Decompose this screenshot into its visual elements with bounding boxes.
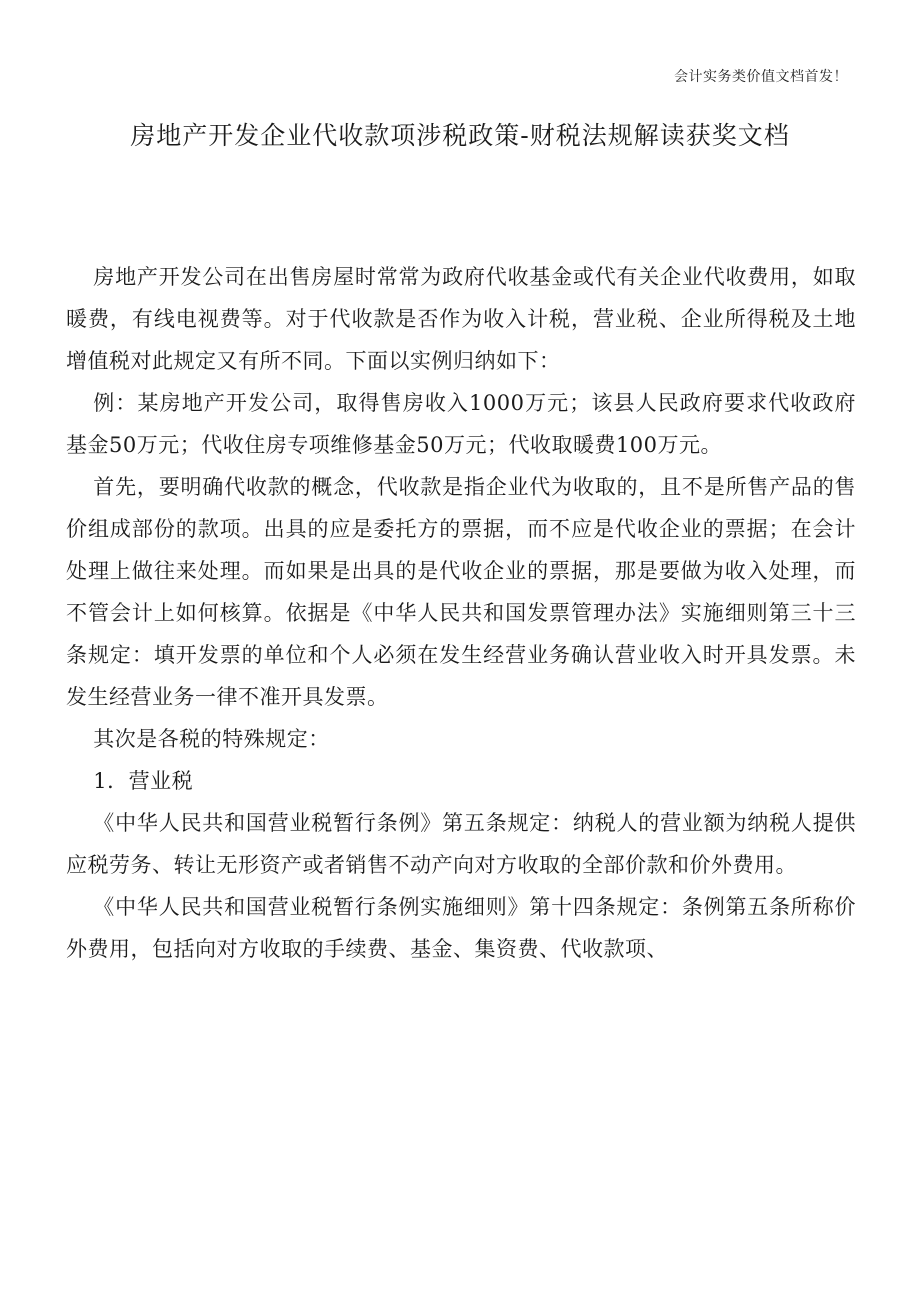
header-note: 会计实务类价值文档首发！	[674, 69, 848, 85]
paragraph-regulation-article-14: 《中华人民共和国营业税暂行条例实施细则》第十四条规定：条例第五条所称价外费用，包括向对方收取的手续费、基金、集资费、代收款项、	[66, 895, 856, 961]
document-title: 房地产开发企业代收款项涉税政策-财税法规解读获奖文档	[130, 121, 790, 150]
document-body	[66, 256, 856, 970]
section-heading-business-tax: 1．营业税	[93, 769, 194, 793]
paragraph-regulation-article-5: 《中华人民共和国营业税暂行条例》第五条规定：纳税人的营业额为纳税人提供应税劳务、转让无形资产或者销售不动产向对方收取的全部价款和价外费用。	[66, 811, 856, 877]
paragraph-special-rules: 其次是各税的特殊规定：	[93, 727, 330, 751]
paragraph-example: 例：某房地产开发公司，取得售房收入1000万元；该县人民政府要求代收政府基金50万元；代收住房专项维修基金50万元；代收取暖费100万元。	[66, 391, 856, 457]
paragraph-concept: 首先，要明确代收款的概念，代收款是指企业代为收取的，且不是所售产品的售价组成部份的款项。出具的应是委托方的票据，而不应是代收企业的票据；在会计处理上做往来处理。而如果是出具的是代收企业的票据，那是要做为收入处理，而不管会计上如何核算。依据是《中华人民共和国发票管理办法》实施细则第三十三条规定：填开发票的单位和个人必须在发生经营业务确认营业收入时开具发票。未发生经营业务一律不准开具发票。	[66, 475, 856, 709]
paragraph-intro: 房地产开发公司在出售房屋时常常为政府代收基金或代有关企业代收费用，如取暖费，有线电视费等。对于代收款是否作为收入计税，营业税、企业所得税及土地增值税对此规定又有所不同。下面以实例归纳如下：	[66, 265, 856, 373]
